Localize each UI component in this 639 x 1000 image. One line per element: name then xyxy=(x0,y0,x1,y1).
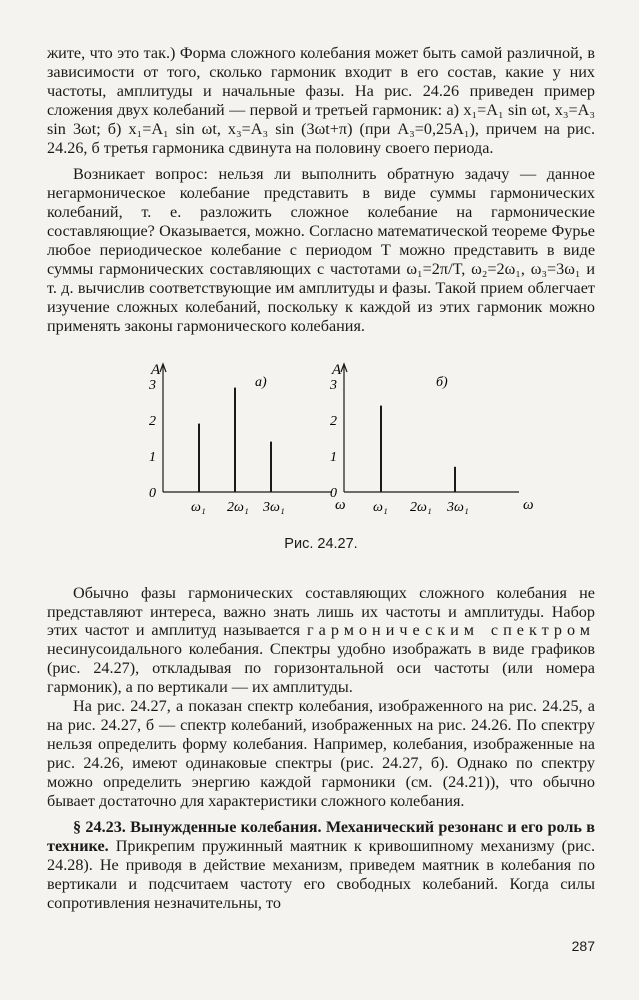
page-content xyxy=(47,44,595,913)
y-tick-label: 3 xyxy=(149,377,156,393)
section-title: § 24.23. Вынужденные колебания. Механический резонанс и его роль в технике. xyxy=(47,818,595,856)
paragraph-spectrum xyxy=(47,584,595,697)
y-tick-label: 2 xyxy=(149,413,156,429)
x-tick-label: 3ω₁ xyxy=(447,499,469,515)
y-axis-label: A xyxy=(151,361,161,378)
y-tick-label: 3 xyxy=(330,377,337,393)
x-tick-label: ω₁ xyxy=(373,499,388,515)
panel-label: б) xyxy=(436,374,448,390)
y-tick-label: 0 xyxy=(330,485,337,501)
paragraph-forced-text: Прикрепим пружинный маятник к кривошипному механизму (рис. 24.28). Не приводя в действие механизм, приведем маятник в колебания по вертикали и подсчитаем частоту его свободных колебаний. Когда силы сопротивления незначительны, то xyxy=(47,837,595,913)
x-axis-label: ω xyxy=(523,496,534,513)
paragraph-forced-oscillations xyxy=(47,818,595,913)
y-tick-label: 1 xyxy=(330,449,337,465)
paragraph-spectrum-text-b: несинусоидального колебания. Спектры удобно изображать в виде графиков (рис. 24.27), откладывая по горизонтальной оси частоты (или номера гармоник), а по вертикали — их амплитуды. xyxy=(47,640,595,697)
paragraph-spectrum-text-a: Обычно фазы гармонических составляющих сложного колебания не представляют интереса, важно знать лишь их частоты и амплитуды. Набор этих частот и амплитуд называется xyxy=(47,583,595,640)
x-tick-label: 2ω₁ xyxy=(227,499,249,515)
page-number: 287 xyxy=(571,938,595,954)
y-tick-label: 2 xyxy=(330,413,337,429)
y-tick-label: 0 xyxy=(149,485,156,501)
paragraph-harmonics-intro: жите, что это так.) Форма сложного колебания может быть самой различной, в зависимости от того, сколько гармоник входит в его состав, какие у них частоты, амплитуды и начальные фазы. На рис. 24.26 приведен пример сложения двух колебаний — первой и третьей гармоник: а) x₁=A₁ sin ωt, x₃=A₃ sin 3ωt; б) x₁=A₁ sin ωt, x₃=A₃ sin (3ωt+π) (при A₃=0,25A₁), причем на рис. 24.26, б третья гармоника сдвинута на половину своего периода. xyxy=(47,44,595,157)
x-tick-label: 2ω₁ xyxy=(410,499,432,515)
paragraph-spectrum-example: На рис. 24.27, а показан спектр колебания, изображенного на рис. 24.25, а на рис. 24.27, б — спектр колебаний, изображенных на рис. 24.26. По спектру нельзя определить форму колебания. Например, колебания, изображенные на рис. 24.26, имеют одинаковые спектры (рис. 24.27, б). Однако по спектру можно определить энергию каждой гармоники (см. (24.21)), что обычно бывает достаточно для характеристики сложного колебания. xyxy=(47,697,595,810)
term-harmonic-spectrum: гармоническим спектром xyxy=(307,621,595,640)
y-axis-label: A xyxy=(332,361,342,378)
y-tick-label: 1 xyxy=(149,449,156,465)
x-tick-label: 3ω₁ xyxy=(263,499,285,515)
figure-caption: Рис. 24.27. xyxy=(284,535,358,552)
x-axis-label: ω xyxy=(335,496,346,513)
x-tick-label: ω₁ xyxy=(191,499,206,515)
panel-label: а) xyxy=(255,374,267,390)
figure-spectrum xyxy=(47,352,595,532)
spectrum-chart xyxy=(47,352,595,532)
paragraph-fourier: Возникает вопрос: нельзя ли выполнить обратную задачу — данное негармоническое колебание представить в виде суммы гармонических колебаний, т. е. разложить сложное колебание на гармонические составляющие? Оказывается, можно. Согласно математической теореме Фурье любое периодическое колебание с периодом T можно представить в виде суммы гармонических составляющих с частотами ω₁=2π/T, ω₂=2ω₁, ω₃=3ω₁ и т. д. вычислив соответствующие им амплитуды и фазы. Такой прием облегчает изучение сложных колебаний, поскольку к каждой из этих гармоник можно применять законы гармонического колебания. xyxy=(47,165,595,335)
